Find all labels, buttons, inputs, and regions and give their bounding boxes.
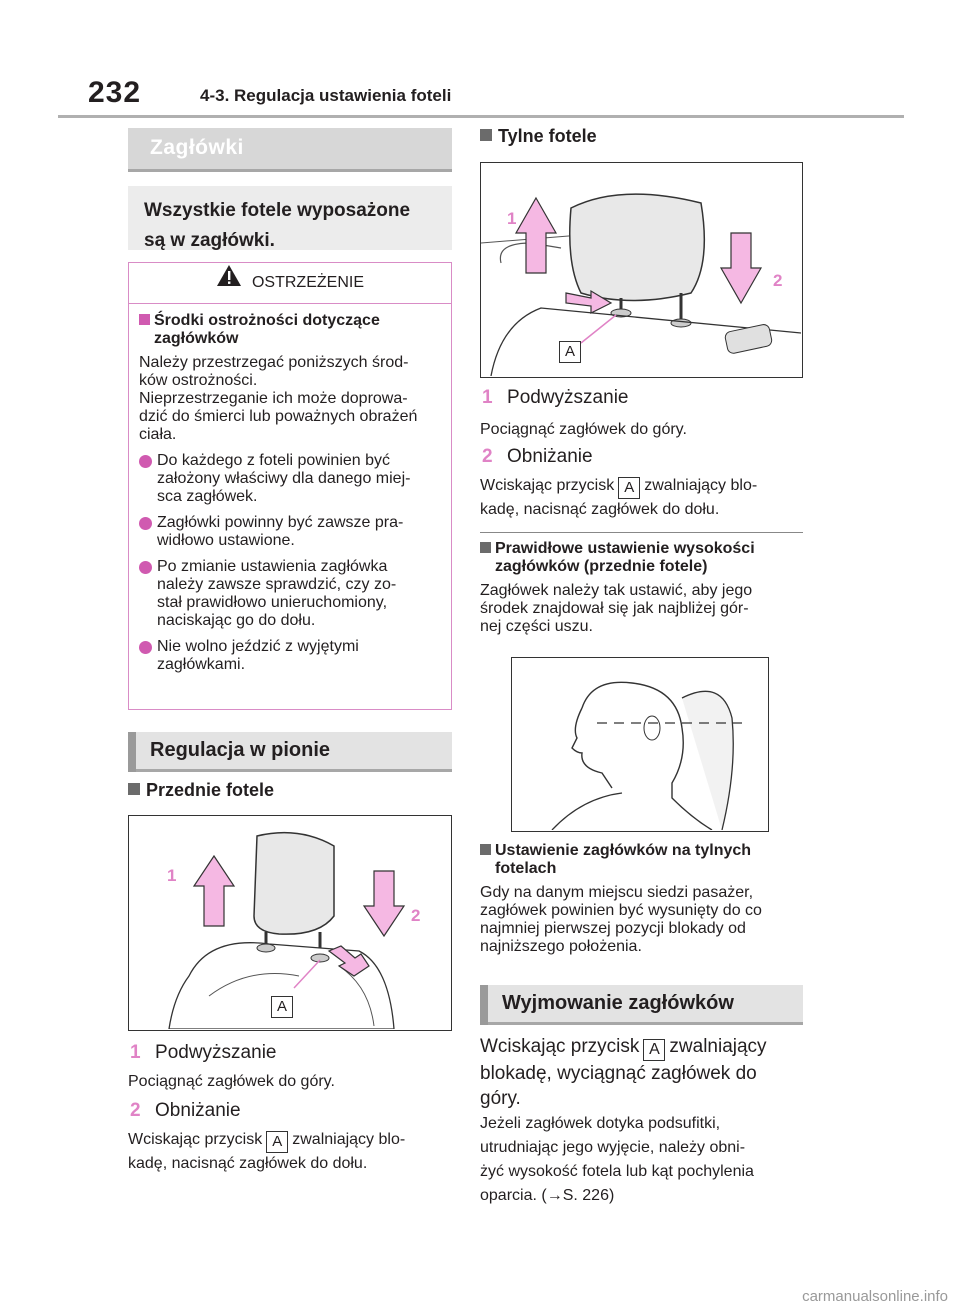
warning-box [128, 262, 452, 710]
step-label: Podwyższanie [155, 1042, 277, 1063]
section-title-text: Wyjmowanie zagłówków [502, 992, 734, 1014]
figure-label-a: A [559, 341, 581, 363]
head-position-illustration [512, 658, 767, 830]
subheading-front: Przednie fotele [128, 780, 274, 801]
square-bullet-icon [480, 129, 492, 141]
rear-step-1 [482, 387, 628, 409]
watermark: carmanualsonline.info [802, 1288, 948, 1305]
warning-bullet: Po zmianie ustawienia zagłówka należy zawsze sprawdzić, czy zo- stał prawidłowo unieruchomiony, naciskając go do dołu. [139, 558, 441, 630]
step-number: 2 [482, 446, 493, 467]
intro-box [128, 186, 452, 250]
step-label: Obniżanie [155, 1100, 241, 1121]
figure-label-a: A [271, 996, 293, 1018]
step-label: Podwyższanie [507, 387, 629, 408]
section-header: 4-3. Regulacja ustawienia foteli [200, 86, 452, 105]
front-step-2 [130, 1100, 241, 1122]
square-bullet-icon [480, 542, 491, 553]
step-label: Obniżanie [507, 446, 593, 467]
removal-text: Wciskając przycisk A zwalniający blokadę, wyciągnąć zagłówek do góry. [480, 1036, 767, 1109]
bullet-dot-icon [139, 517, 152, 530]
accent-strip [480, 985, 488, 1025]
rear-step-2 [482, 446, 593, 468]
warning-bullet: Do każdego z foteli powinien być założony właściwy dla danego miej- sca zagłówek. [139, 452, 441, 506]
warning-heading: Środki ostrożności dotyczące [139, 312, 441, 330]
bullet-dot-icon [139, 455, 152, 468]
step-description: Pociągnąć zagłówek do góry. [480, 421, 687, 438]
step-number: 2 [130, 1100, 141, 1121]
warning-intro: Należy przestrzegać poniższych środ- ków ostrożności. Nieprzestrzeganie ich może doprowa- dzić do śmierci lub poważnych obrażeń ciała. [139, 354, 418, 443]
arrow-right-icon: → [546, 1187, 563, 1204]
divider [480, 532, 803, 533]
step-description: kadę, nacisnąć zagłówek do dołu. [128, 1155, 368, 1172]
page-number: 232 [88, 76, 142, 109]
figure-head-position [511, 657, 769, 832]
warning-title: OSTRZEŻENIE [251, 274, 364, 292]
warning-bullet: Zagłówki powinny być zawsze pra- widłowo ustawione. [139, 514, 441, 550]
step-description: Wciskając przycisk A zwalniający blo- [128, 1128, 458, 1153]
square-bullet-icon [128, 783, 140, 795]
intro-line: Wszystkie fotele wyposażone [144, 200, 411, 221]
step-description: Pociągnąć zagłówek do góry. [128, 1073, 335, 1090]
warning-bullet: Nie wolno jeździć z wyjętymi zagłówkami. [139, 638, 441, 674]
square-bullet-icon [139, 314, 150, 325]
step-number: 1 [130, 1042, 141, 1063]
button-a-badge: A [266, 1131, 288, 1153]
section-title-text: Zagłówki [150, 136, 244, 159]
warning-heading: zagłówków [154, 330, 239, 347]
rear-setting-section: Ustawienie zagłówków na tylnych fotelach Gdy na danym miejscu siedzi pasażer, zagłówek powinien być wysunięty do co najmniej pierwszej pozycji blokady od najniższego położenia. [480, 842, 762, 955]
front-step-1 [130, 1042, 276, 1064]
figure-rear-headrest [480, 162, 803, 378]
figure-label-1: 1 [167, 866, 177, 885]
height-section: Prawidłowe ustawienie wysokości zagłówków (przednie fotele) Zagłówek należy tak ustawić, aby jego środek znajdował się jak najbliżej gór- nej części uszu. [480, 540, 755, 635]
subheading-rear: Tylne fotele [480, 126, 597, 147]
button-a-badge: A [643, 1039, 665, 1061]
figure-front-headrest [128, 815, 452, 1031]
step-number: 1 [482, 387, 493, 408]
step-description: kadę, nacisnąć zagłówek do dołu. [480, 501, 720, 518]
figure-label-1: 1 [507, 209, 517, 228]
warning-triangle-icon [216, 263, 242, 303]
figure-label-2: 2 [773, 271, 783, 290]
section-title-text: Regulacja w pionie [150, 739, 331, 761]
figure-label-2: 2 [411, 906, 421, 925]
section-title-headrests [128, 128, 452, 172]
warning-header [129, 263, 451, 304]
removal-note: Jeżeli zagłówek dotyka podsufitki, utrudniając jego wyjęcie, należy obni- żyć wysokość fotela lub kąt pochylenia oparcia. (→S. 226) [480, 1115, 754, 1204]
button-a-badge: A [618, 477, 640, 499]
intro-line: są w zagłówki. [144, 230, 275, 251]
square-bullet-icon [480, 844, 491, 855]
step-description: Wciskając przycisk A zwalniający blo- [480, 474, 810, 499]
bullet-dot-icon [139, 641, 152, 654]
bullet-dot-icon [139, 561, 152, 574]
section-title-vertical [128, 732, 452, 772]
header-divider [58, 115, 904, 118]
section-title-removal [480, 985, 803, 1025]
accent-strip [128, 732, 136, 772]
rear-headrest-illustration [481, 163, 801, 376]
